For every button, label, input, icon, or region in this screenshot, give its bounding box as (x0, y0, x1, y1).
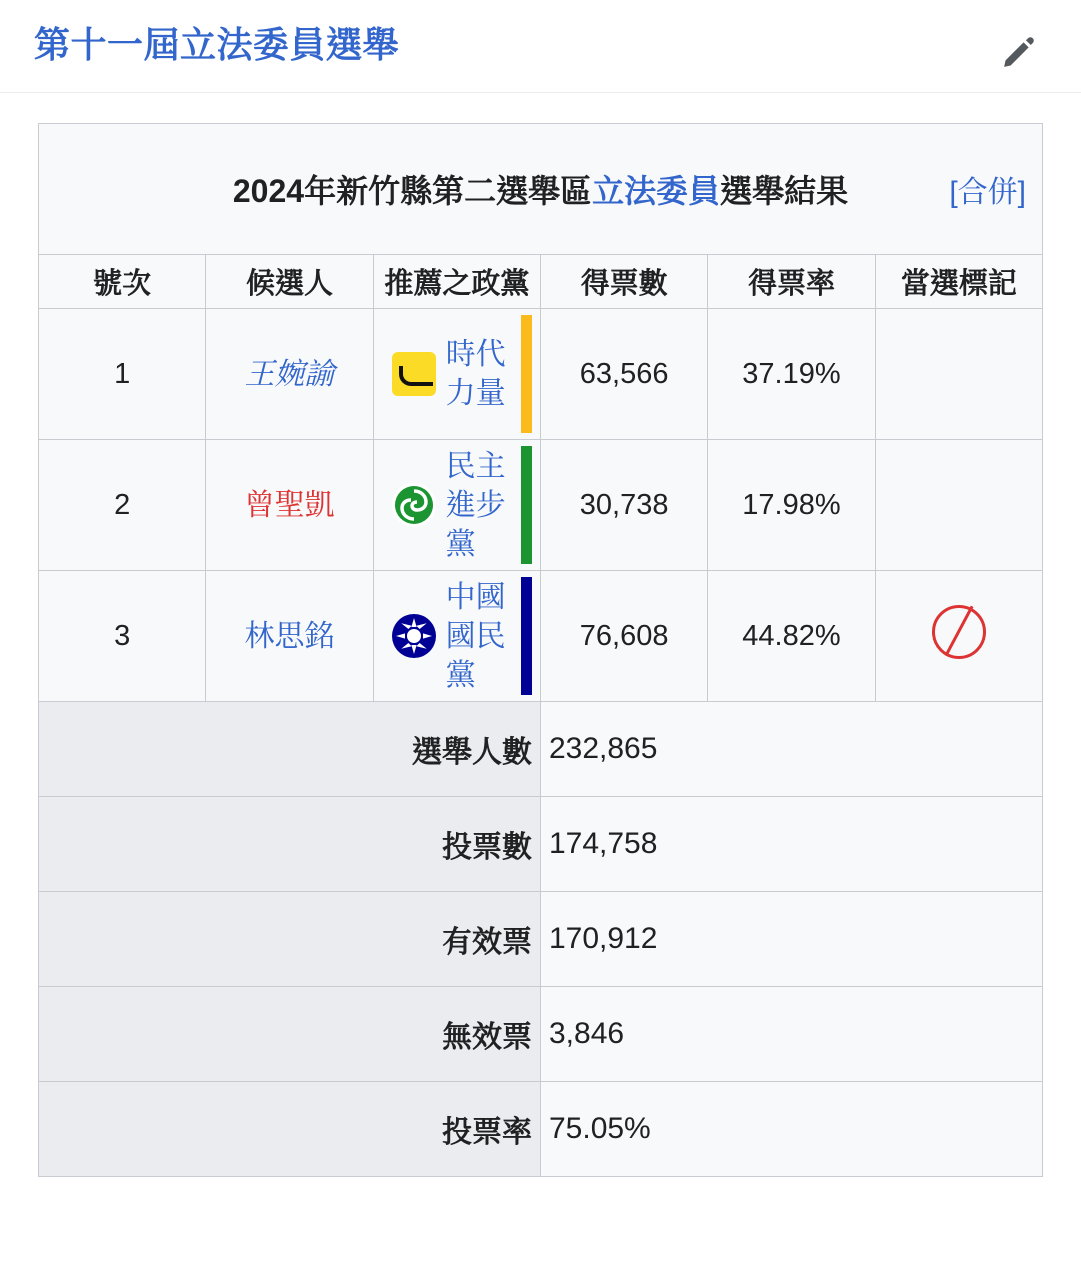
candidate-link[interactable]: 王婉諭 (244, 357, 335, 391)
elected-mark-cell (875, 309, 1042, 440)
party-cell (373, 440, 540, 571)
summary-row (39, 987, 1043, 1082)
kmt-logo-icon (392, 614, 436, 658)
summary-row (39, 797, 1043, 892)
summary-value: 174,758 (540, 797, 1042, 892)
dpp-logo-icon (392, 483, 436, 527)
party-cell (373, 571, 540, 702)
summary-label: 投票率 (39, 1082, 541, 1177)
table-header-row (39, 255, 1043, 309)
elected-mark-cell (875, 571, 1042, 702)
column-header-party: 推薦之政黨 (373, 255, 540, 309)
table-row (39, 309, 1043, 440)
column-header-candidate: 候選人 (206, 255, 373, 309)
column-header-elected: 當選標記 (875, 255, 1042, 309)
election-results-section (0, 93, 1081, 1207)
summary-value: 3,846 (540, 987, 1042, 1082)
column-header-votes: 得票數 (540, 255, 707, 309)
summary-label: 選舉人數 (39, 702, 541, 797)
candidate-link[interactable]: 曾聖凱 (244, 488, 335, 522)
row-number: 3 (39, 571, 206, 702)
candidate-link[interactable]: 林思銘 (244, 619, 335, 653)
summary-value: 75.05% (540, 1082, 1042, 1177)
rate-cell: 17.98% (708, 440, 875, 571)
page-title: 第十一屆立法委員選舉 (34, 24, 400, 65)
summary-label: 投票數 (39, 797, 541, 892)
candidate-cell (206, 571, 373, 702)
votes-cell: 76,608 (540, 571, 707, 702)
winner-circle-icon (932, 605, 986, 659)
page-header (0, 0, 1081, 74)
party-cell (373, 309, 540, 440)
candidate-cell (206, 440, 373, 571)
summary-value: 170,912 (540, 892, 1042, 987)
column-header-number: 號次 (39, 255, 206, 309)
collapse-toggle[interactable]: [合併] (949, 176, 1026, 209)
table-row (39, 440, 1043, 571)
caption-suffix: 選舉結果 (720, 173, 849, 209)
summary-row (39, 892, 1043, 987)
summary-label: 有效票 (39, 892, 541, 987)
table-row (39, 571, 1043, 702)
edit-pencil-icon[interactable] (997, 30, 1041, 74)
summary-value: 232,865 (540, 702, 1042, 797)
table-caption-row (39, 124, 1043, 255)
elected-mark-cell (875, 440, 1042, 571)
table-caption (47, 166, 1034, 212)
candidate-cell (206, 309, 373, 440)
party-link[interactable]: 時代力量 (445, 338, 506, 410)
caption-prefix: 2024年新竹縣第二選舉區 (232, 173, 593, 209)
votes-cell: 30,738 (540, 440, 707, 571)
summary-label: 無效票 (39, 987, 541, 1082)
votes-cell: 63,566 (540, 309, 707, 440)
summary-row (39, 702, 1043, 797)
rate-cell: 44.82% (708, 571, 875, 702)
npp-logo-icon (392, 352, 436, 396)
election-results-table (38, 123, 1043, 1177)
row-number: 1 (39, 309, 206, 440)
summary-row (39, 1082, 1043, 1177)
party-color-stripe (521, 577, 532, 695)
rate-cell: 37.19% (708, 309, 875, 440)
party-color-stripe (521, 446, 532, 564)
party-color-stripe (521, 315, 532, 433)
party-link[interactable]: 中國國民黨 (445, 580, 506, 692)
row-number: 2 (39, 440, 206, 571)
caption-link-legislator[interactable]: 立法委員 (592, 173, 721, 209)
column-header-rate: 得票率 (708, 255, 875, 309)
party-link[interactable]: 民主進步黨 (445, 449, 506, 561)
